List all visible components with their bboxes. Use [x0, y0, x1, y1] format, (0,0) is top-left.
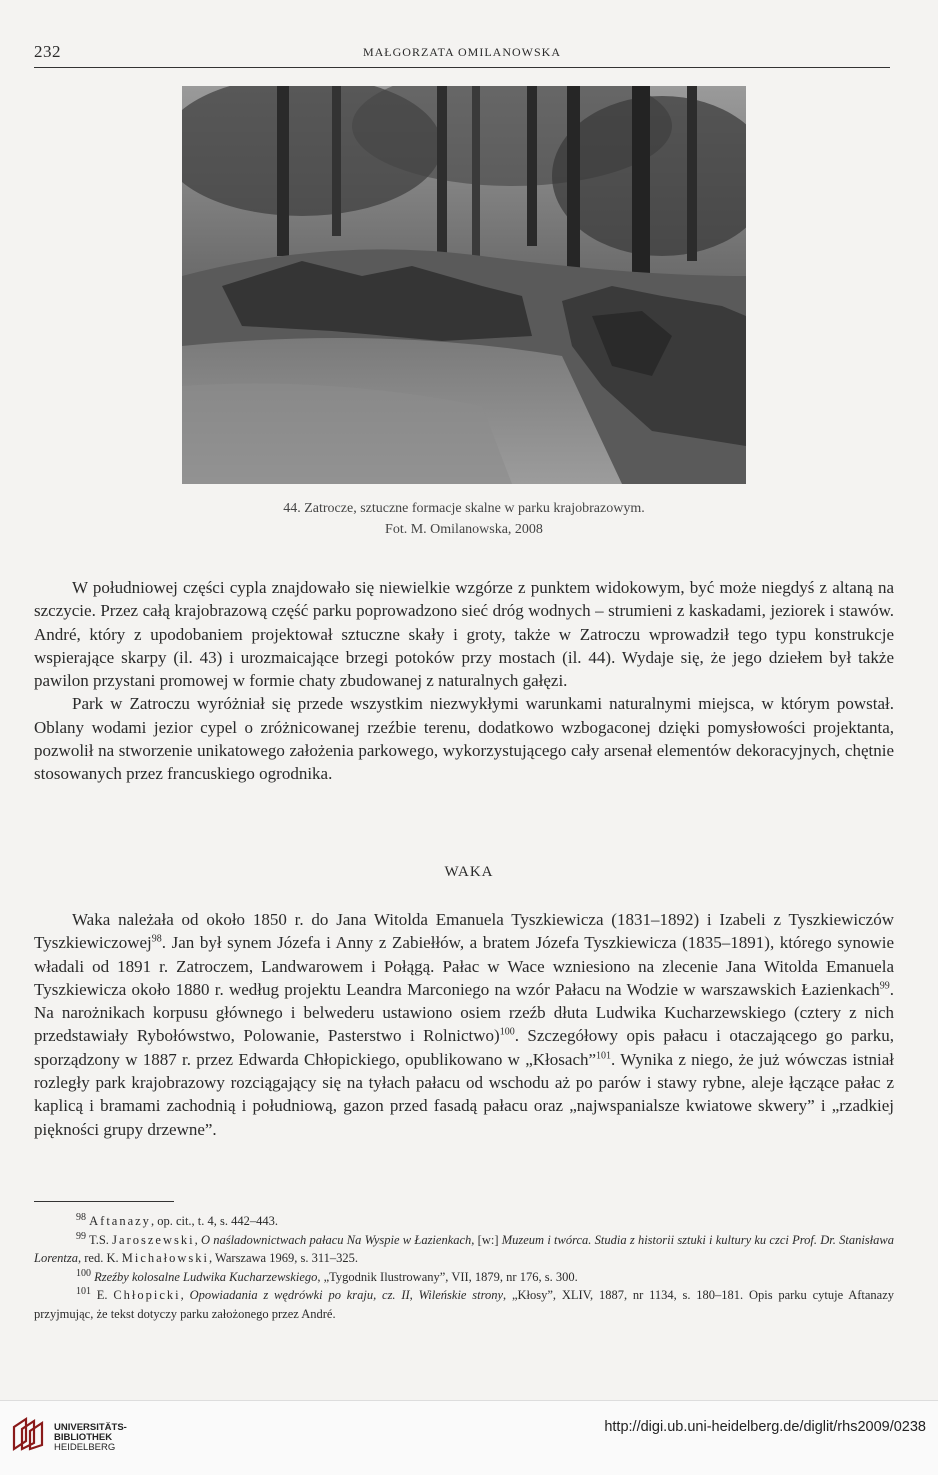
body-section-zatrocze	[34, 576, 894, 786]
footnote-text: , [w:]	[471, 1232, 502, 1247]
text-run: . Jan był synem Józefa i Anny z Zabiełłów, a bratem Józefa Tyszkiewicza (1835–1891), którego synowie władali od 1891 r. Zatroczem, Landwarowem i Połągą. Pałac w Wace wzniesiono na zlecenie Jana Witolda Emanuela Tyszkiewicza około 1880 r. według projektu Leandra Marconiego na wzór Pałacu na Wodzie w warszawskich Łazienkach	[34, 933, 894, 999]
footnote-title: Rzeźby kolosalne Ludwika Kucharzewskiego	[94, 1269, 318, 1284]
footnote-author: Chłopicki	[113, 1288, 181, 1302]
footnote-100	[34, 1268, 894, 1287]
footnote-number: 101	[76, 1285, 91, 1297]
footnote-ref: 99	[879, 980, 890, 992]
footnote-text: , op. cit., t. 4, s. 442–443.	[150, 1214, 279, 1228]
footnote-author: Jaroszewski	[112, 1232, 195, 1247]
section-heading: WAKA	[444, 864, 494, 880]
figure-photo	[182, 86, 746, 484]
library-logo-icon	[10, 1415, 48, 1453]
header-rule	[34, 67, 890, 68]
paragraph	[34, 908, 894, 1141]
footnote-title: Muzeum i twórca. Studia z historii sztuki i kultury ku czci Prof. Dr. Stanisława Lorentza	[34, 1232, 894, 1265]
footnotes	[34, 1212, 894, 1323]
footnote-text: , „Kłosy”, XLIV, 1887, nr 1134, s. 180–181. Opis parku cytuje Aftanazy przyjmując, że tekst dotyczy parku założonego przez André.	[34, 1288, 895, 1321]
footnote-101	[34, 1286, 894, 1323]
text-run: Waka należała od około 1850 r. do Jana Witolda Emanuela Tyszkiewicza (1831–1892) i Izabeli z Tyszkiewiczów Tyszkiewiczowej	[34, 910, 894, 953]
text-run: . Na narożnikach korpusu głównego i belwederu ustawiono osiem rzeźb dłuta Ludwika Kucharzewskiego (cztery z nich przedstawiały Rybołówstwo, Polowanie, Pasterstwo i Rolnictwo)	[34, 979, 894, 1046]
footnote-text: E.	[96, 1288, 114, 1302]
text-run: . Szczegółowy opis pałacu i otaczającego go parku, sporządzony w 1887 r. przez Edwarda Chłopickiego, opublikowano w „Kłosach”	[34, 1026, 895, 1069]
body-section-waka	[34, 908, 894, 1141]
footnote-ref: 100	[499, 1026, 515, 1038]
footnote-text: , Warszawa 1969, s. 311–325.	[209, 1251, 358, 1265]
paragraph: W południowej części cypla znajdowało się niewielkie wzgórze z punktem widokowym, być może niegdyś z altaną na szczycie. Przez całą krajobrazową część parku poprowadzono sieć dróg wodnych – strumieni z kaskadami, jeziorek i stawów. André, który z upodobaniem projektował sztuczne skały i groty, także w Zatroczu wprowadził tego typu konstrukcje wspierające skarpy (il. 43) i urozmaicające brzegi potoków przy mostach (il. 44). Wydaje się, że jego dziełem był także pawilon przystani promowej w formie chaty zbudowanej z naturalnych gałęzi.	[34, 578, 894, 691]
footnote-number: 98	[76, 1211, 86, 1223]
source-url-link[interactable]: http://digi.ub.uni-heidelberg.de/diglit/rhs2009/0238	[604, 1419, 926, 1435]
footnote-99	[34, 1231, 894, 1268]
footnote-ref: 98	[151, 933, 162, 945]
footnote-rule	[34, 1201, 174, 1202]
paragraph: Park w Zatroczu wyróżniał się przede wszystkim niezwykłymi warunkami naturalnymi miejsca, w którym powstał. Oblany wodami jezior cypel o zróżnicowanej rzeźbie terenu, dodatkowo wzbogaconej dzięki pomysłowości projektanta, pozwolił na stworzenie unikatowego założenia parkowego, wykorzystującego cały arsenał elementów dekoracyjnych, chętnie stosowanych przez francuskiego ogrodnika.	[34, 694, 894, 784]
library-logo-text	[54, 1423, 127, 1453]
library-footer	[0, 1400, 938, 1475]
footnote-text: T.S.	[89, 1232, 113, 1247]
footnote-number: 100	[76, 1267, 91, 1279]
text-run: . Wynika z niego, że już wówczas istniał rozległy park krajobrazowy rozciągający się na tyłach pałacu od wschodu aż po parów i stawy rybne, aleje łączące pałac z kaplicą i bramami zachodnią i południową, gazon przed fasadą pałacu oraz „najwspanialsze kwiatowe skwery” i „rzadkiej piękności grupy drzewne”.	[34, 1049, 894, 1139]
figure-caption	[150, 498, 778, 540]
footnote-text: , „Tygodnik Ilustrowany”, VII, 1879, nr 176, s. 300.	[317, 1269, 578, 1284]
footnote-author: Michałowski	[121, 1251, 210, 1265]
logo-line: UNIVERSITÄTS-	[54, 1422, 127, 1433]
caption-title: 44. Zatrocze, sztuczne formacje skalne w parku krajobrazowym.	[283, 501, 645, 516]
running-head: MAŁGORZATA OMILANOWSKA	[362, 45, 562, 59]
caption-credit: Fot. M. Omilanowska, 2008	[385, 522, 543, 537]
footnote-text: , red. K.	[78, 1251, 122, 1265]
footnote-ref: 101	[596, 1050, 612, 1062]
logo-line: HEIDELBERG	[54, 1442, 116, 1453]
logo-line: BIBLIOTHEK	[54, 1432, 113, 1443]
footnote-title: , Opowiadania z wędrówki po kraju, cz. II, Wileńskie strony	[180, 1288, 504, 1302]
footnote-author: Aftanazy	[89, 1214, 151, 1228]
footnote-number: 99	[76, 1230, 86, 1242]
forest-rock-photo	[182, 86, 746, 484]
page-header	[34, 42, 890, 66]
footnote-98	[34, 1212, 894, 1231]
page-number: 232	[34, 42, 61, 61]
footnote-title: , O naśladownictwach pałacu Na Wyspie w Łazienkach	[194, 1232, 472, 1247]
